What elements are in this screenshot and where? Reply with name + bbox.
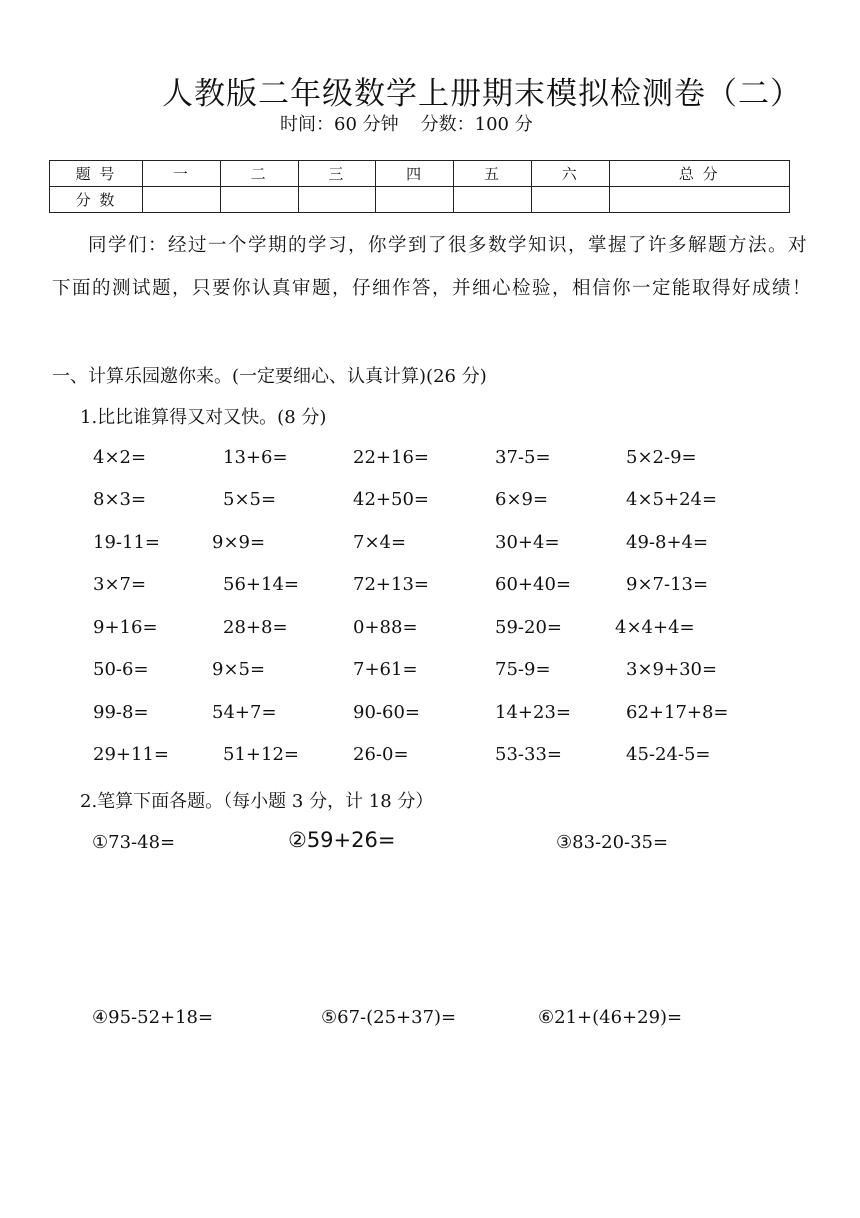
calc-item: 99-8= xyxy=(93,702,149,723)
calc-item: 3×9+30= xyxy=(626,659,718,680)
calc-item: 90-60= xyxy=(353,702,420,723)
question-number-label: 题 号 xyxy=(50,161,143,187)
column-total: 总 分 xyxy=(609,161,789,187)
calc-item: 56+14= xyxy=(223,574,299,595)
score-table xyxy=(49,160,790,213)
part-2-title: 2.笔算下面各题。（每小题 3 分，计 18 分） xyxy=(80,791,434,812)
calc-item: 54+7= xyxy=(212,702,277,723)
calc-item: 5×2-9= xyxy=(626,447,697,468)
calc-item: 5×5= xyxy=(223,489,277,510)
column-5: 五 xyxy=(454,161,532,187)
column-2: 二 xyxy=(220,161,298,187)
written-calc-item: ④95-52+18= xyxy=(92,1007,214,1028)
column-1: 一 xyxy=(143,161,221,187)
calc-item: 9×7-13= xyxy=(626,574,709,595)
calc-item: 53-33= xyxy=(495,744,562,765)
calc-item: 13+6= xyxy=(223,447,288,468)
score-cell[interactable] xyxy=(609,187,789,213)
calc-item: 37-5= xyxy=(495,447,551,468)
column-3: 三 xyxy=(298,161,376,187)
score-cell[interactable] xyxy=(143,187,221,213)
calc-item: 50-6= xyxy=(93,659,149,680)
score-cell[interactable] xyxy=(220,187,298,213)
calc-item: 7×4= xyxy=(353,532,407,553)
page-title: 人教版二年级数学上册期末模拟检测卷（二） xyxy=(162,76,802,112)
score-table-header-row xyxy=(50,161,790,187)
calc-item: 62+17+8= xyxy=(626,702,729,723)
score-cell[interactable] xyxy=(531,187,609,213)
calc-item: 14+23= xyxy=(495,702,571,723)
calc-item: 72+13= xyxy=(353,574,429,595)
score-cell[interactable] xyxy=(376,187,454,213)
score-cell[interactable] xyxy=(454,187,532,213)
calc-item: 6×9= xyxy=(495,489,549,510)
score-cell[interactable] xyxy=(298,187,376,213)
score-label: 分 数 xyxy=(50,187,143,213)
calc-item: 8×3= xyxy=(93,489,147,510)
calc-item: 26-0= xyxy=(353,744,409,765)
calc-item: 51+12= xyxy=(223,744,299,765)
exam-info xyxy=(280,110,533,136)
intro-paragraph: 同学们：经过一个学期的学习，你学到了很多数学知识，掌握了许多解题方法。对下面的测试题，只要你认真审题，仔细作答，并细心检验，相信你一定能取得好成绩！ xyxy=(52,235,813,299)
total-score: 分数：100 分 xyxy=(420,114,533,135)
written-calc-item: ⑥21+(46+29)= xyxy=(538,1007,683,1028)
calc-item: 75-9= xyxy=(495,659,551,680)
calc-item: 59-20= xyxy=(495,617,562,638)
time-limit: 时间：60 分钟 xyxy=(280,114,399,135)
calc-item: 29+11= xyxy=(93,744,169,765)
calc-item: 22+16= xyxy=(353,447,429,468)
calc-item: 4×4+4= xyxy=(615,617,695,638)
written-calc-item: ②59+26= xyxy=(288,828,396,852)
calc-item: 0+88= xyxy=(353,617,418,638)
calc-item: 60+40= xyxy=(495,574,571,595)
calc-item: 3×7= xyxy=(93,574,147,595)
written-calc-item: ①73-48= xyxy=(92,832,176,853)
calc-item: 9×5= xyxy=(212,659,266,680)
section-1-title: 一、计算乐园邀你来。(一定要细心、认真计算)(26 分) xyxy=(52,366,487,387)
calc-item: 42+50= xyxy=(353,489,429,510)
calc-item: 30+4= xyxy=(495,532,560,553)
part-1-title: 1.比比谁算得又对又快。(8 分) xyxy=(80,407,327,428)
calc-item: 45-24-5= xyxy=(626,744,711,765)
column-6: 六 xyxy=(531,161,609,187)
calc-item: 19-11= xyxy=(93,532,160,553)
calc-item: 9×9= xyxy=(212,532,266,553)
score-table-score-row xyxy=(50,187,790,213)
calc-item: 7+61= xyxy=(353,659,418,680)
calc-item: 4×5+24= xyxy=(626,489,718,510)
written-calc-item: ⑤67-(25+37)= xyxy=(321,1007,457,1028)
calc-item: 49-8+4= xyxy=(626,532,709,553)
calc-item: 28+8= xyxy=(223,617,288,638)
calc-item: 4×2= xyxy=(93,447,147,468)
column-4: 四 xyxy=(376,161,454,187)
written-calc-item: ③83-20-35= xyxy=(556,832,669,853)
calc-item: 9+16= xyxy=(93,617,158,638)
